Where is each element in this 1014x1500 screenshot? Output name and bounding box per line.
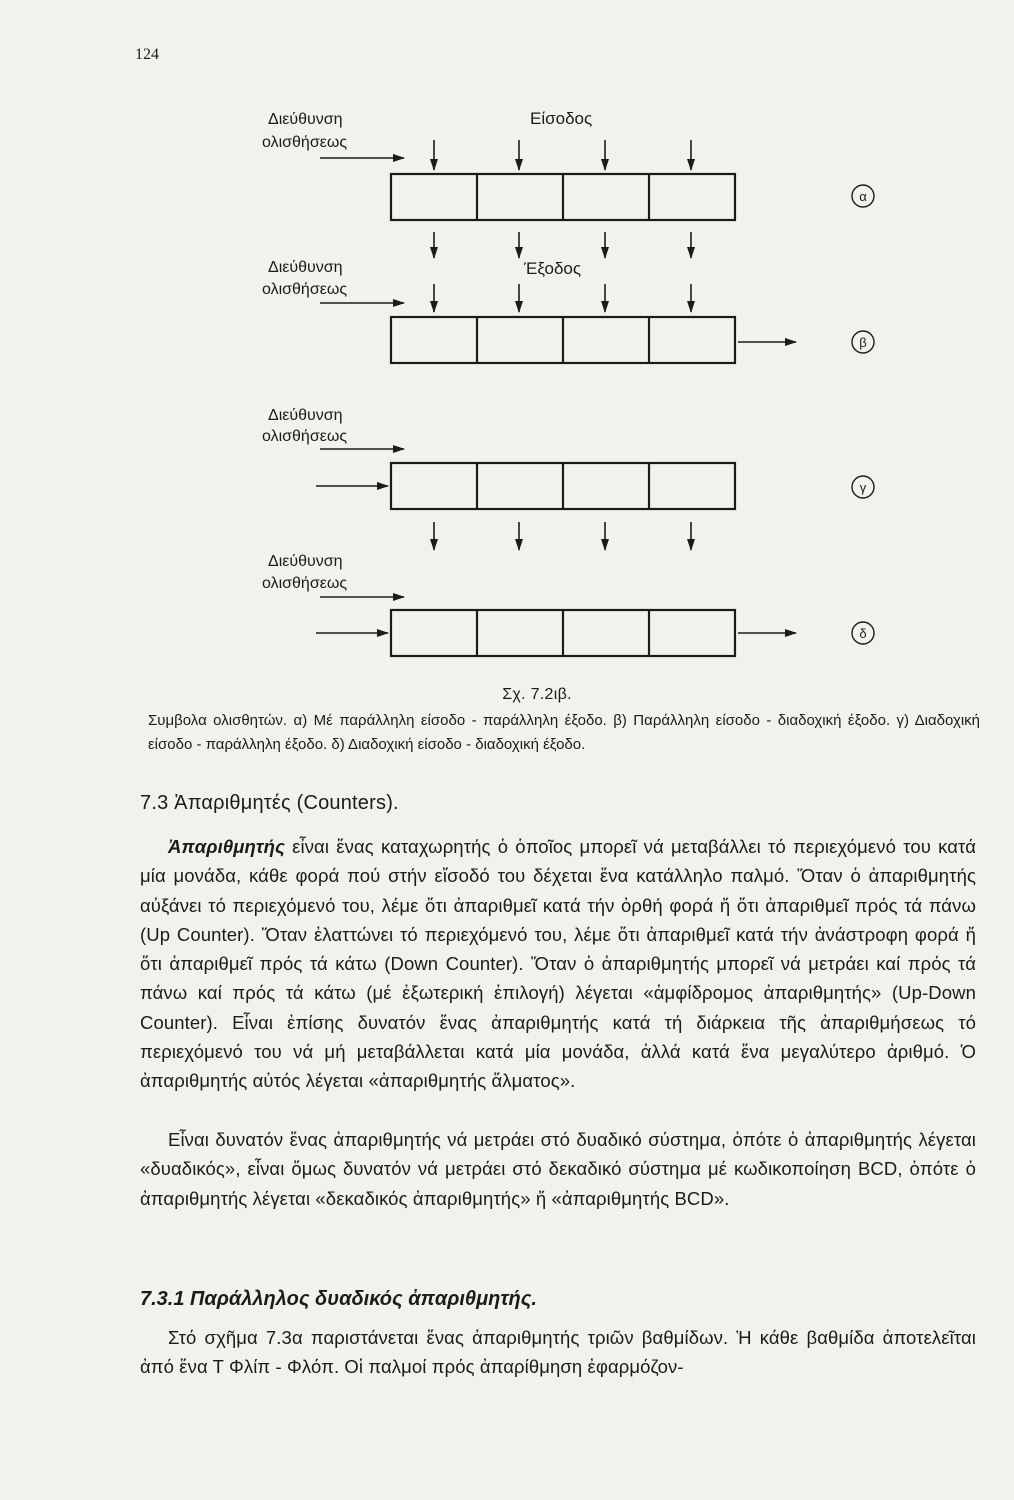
panel-a-output-arrows [434, 232, 691, 258]
subsection-title: 7.3.1 Παράλληλος δυαδικός ἀπαριθμητής. [140, 1288, 537, 1310]
panel-c-register [391, 463, 735, 509]
panel-c [262, 407, 874, 550]
panel-a-shift-label-line2: ολισθήσεως [262, 134, 348, 151]
panel-b-shift-label-line1: Διεύθυνση [268, 259, 343, 276]
figure-caption-title: Σχ. 7.2ιβ. [502, 686, 572, 703]
panel-a-marker-label: α [859, 189, 867, 204]
figure-caption-text: Συμβολα ολισθητών. α) Μέ παράλληλη είσοδο - παράλληλη έξοδο. β) Παράλληλη είσοδο - διαδοχική έξοδο. γ) Διαδοχική είσοδο - παράλληλη έξοδο. δ) Διαδοχική είσοδο - διαδοχική έξοδο. [148, 712, 980, 753]
panel-b [262, 232, 874, 363]
paragraph-counter-definition-body: εἶναι ἕνας καταχωρητής ὁ ὁποῖος μπορεῖ νά μεταβάλλει τό περιεχόμενό του κατά μία μονάδα, κάθε φορά πού στήν εἴσοδό του δέχεται ἕνα κατάλληλο παλμό. Ὅταν ὁ ἀπαριθμητής αὐξάνει τό περιεχόμενό του, λέμε ὅτι ἀπαριθμεῖ κατά τήν ὀρθή φορά ἤ ὅτι ἀπαριθμεῖ πρός τά πάνω (Up Counter). Ὅταν ἐλαττώνει τό περιεχόμενό του, λέμε ὅτι ἀπαριθμεῖ κατά τήν ἀνάστροφη φορά ἤ ὅτι ἀπαριθμεῖ πρός τά κάτω (Down Counter). Ὅταν ὁ ἀπαριθμητής μπορεῖ νά μετράει καί πρός τά πάνω καί πρός τά κάτω (μέ ἐξωτερική ἐπιλογή) λέγεται «ἀμφίδρομος ἀπαριθμητής» (Up-Down Counter). Εἶναι ἐπίσης δυνατόν ἕνας ἀπαριθμητής κατά τή διάρκεια τῆς ἀπαριθμήσεως τό περιεχόμενό του νά μή μεταβάλλεται κατά μία μονάδα, ἀλλά κατά ἕνα μεγαλύτερο ἀριθμό. Ὁ ἀπαριθμητής αὐτός λέγεται «ἀπαριθμητής ἅλματος». [140, 836, 976, 1092]
panel-b-top-label: Έξοδος [524, 259, 582, 278]
panel-c-output-arrows [434, 522, 691, 550]
panel-a [262, 109, 874, 220]
panel-d-shift-label-line2: ολισθήσεως [262, 575, 348, 592]
paragraph-parallel-counter: Στό σχῆμα 7.3α παριστάνεται ἕνας ἀπαριθμητής τριῶν βαθμίδων. Ἡ κάθε βαθμίδα ἀποτελεῖται ἀπό ἕνα Τ Φλίπ - Φλόπ. Οἱ παλμοί πρός ἀπαρίθμηση ἐφαρμόζον- [140, 1327, 976, 1378]
panel-a-top-label: Είσοδος [530, 109, 593, 128]
section-title: 7.3 Ἀπαριθμητές (Counters). [140, 792, 399, 814]
panel-c-shift-label-line1: Διεύθυνση [268, 407, 343, 424]
paragraph-binary-bcd: Εἶναι δυνατόν ἕνας ἀπαριθμητής νά μετράει στό δυαδικό σύστημα, ὁπότε ὁ ἀπαριθμητής λέγεται «δυαδικός», εἶναι ὅμως δυνατόν νά μετράει στό δεκαδικό σύστημα μέ κωδικοποίηση BCD, ὁπότε ὁ ἀπαριθμητής λέγεται «δεκαδικός ἀπαριθμητής» ἤ «ἀπαριθμητής BCD». [140, 1129, 976, 1209]
term-counter: Ἀπαριθμητής [168, 836, 285, 857]
panel-b-shift-label-line2: ολισθήσεως [262, 281, 348, 298]
panel-c-shift-label-line2: ολισθήσεως [262, 428, 348, 445]
panel-c-marker-label: γ [859, 480, 867, 495]
panel-b-marker-label: β [859, 335, 867, 350]
panel-a-register [391, 174, 735, 220]
shift-register-diagram [0, 0, 1014, 700]
panel-a-shift-label-line1: Διεύθυνση [268, 111, 343, 128]
panel-d-marker-label: δ [859, 626, 867, 641]
panel-b-register [391, 317, 735, 363]
panel-d-shift-label-line1: Διεύθυνση [268, 553, 343, 570]
panel-a-input-arrows [434, 140, 691, 170]
panel-d-register [391, 610, 735, 656]
page-number: 124 [135, 46, 159, 63]
panel-d [262, 553, 874, 656]
panel-b-input-arrows [434, 284, 691, 312]
paragraph-counter-definition [140, 832, 976, 1096]
